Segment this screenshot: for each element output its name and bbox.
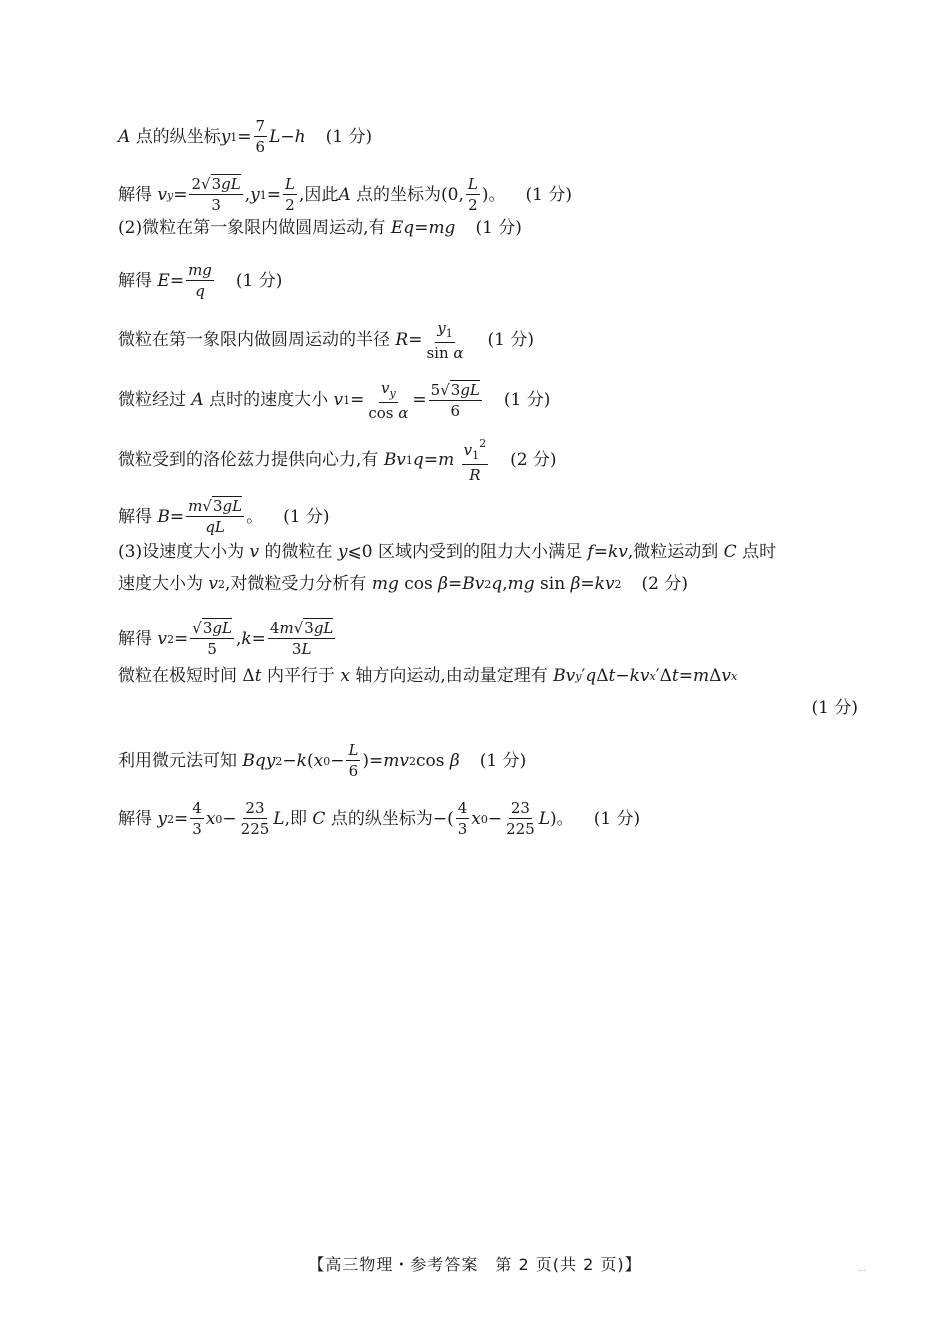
score-l13: (1 分) [811, 698, 858, 718]
line-solve-vy: 解得 v y = $\frac{2√3gL}{3}$ , y 1 = $\frac{L}{2}$ ,因此 A 点的坐标为(0, $\frac{L}{2}$ )。 (1 分) [118, 175, 572, 215]
text-l12b: 内平行于 [266, 666, 335, 686]
line-solve-v2-k: 解得 v 2 = $\frac{√3gL}{5}$ , k = $\frac{4m√3gL}{3L}$ [118, 619, 334, 659]
fraction-mg-q: $\frac{mg}{q}$ [188, 261, 212, 301]
line-a-coordinate: A 点的纵坐标 y 1 = $\frac{7}{6}$ L − h (1 分) [118, 117, 373, 157]
text-l9b: 的微粒在 [264, 542, 333, 562]
line-solve-y2: 解得 y 2 = $\frac{4}{3}$ x 0 − $\frac{23}{225}$ L ,即 C 点的纵坐标为 −( $\frac{4}{3}$ x 0 − $\frac{23}{225}$ L )。 (1 分) [118, 799, 641, 839]
fraction-l-2b: $\frac{L}{2}$ [467, 175, 478, 215]
fraction-v1: $\frac{v_y}{\text{cos α}}$ [368, 379, 409, 422]
text-l11a: 解得 [118, 628, 152, 649]
text-l4a: 解得 [118, 270, 152, 291]
fraction-7-6: $\frac{7}{6}$ [255, 117, 266, 157]
fraction-v1-value: $\frac{5√3gL}{6}$ [430, 380, 480, 420]
text-l7a: 微粒受到的洛伦兹力提供向心力,有 [118, 450, 379, 471]
text-l2c: 点的坐标为(0, [356, 184, 464, 205]
text-l5a: 微粒在第一象限内做圆周运动的半径 [118, 330, 390, 351]
line-part2-circular: (2)微粒在第一象限内做圆周运动,有 Eq = mg (1 分) [118, 218, 522, 238]
corner-mark: ... [858, 1264, 866, 1273]
score-l8: (1 分) [283, 506, 330, 527]
text-l6a: 微粒经过 [118, 390, 186, 411]
fraction-b: $\frac{m√3gL}{qL}$ [188, 497, 243, 537]
text-l2d: )。 [481, 184, 506, 205]
score-l6: (1 分) [503, 390, 551, 411]
text-l8a: 解得 [118, 506, 152, 527]
page-footer: 【高三物理・参考答案 第 2 页(共 2 页)】 [308, 1255, 642, 1274]
line-speed-v1: 微粒经过 A 点时的速度大小 v 1 = $\frac{v_y}{\text{cos α}}$ = $\frac{5√3gL}{6}$ (1 分) [118, 379, 551, 422]
text-l15b: ,即 [284, 808, 307, 829]
fraction-4-3b: $\frac{4}{3}$ [457, 799, 468, 839]
score-l7: (2 分) [510, 450, 557, 471]
text-l15c: 点的纵坐标为 [330, 808, 433, 829]
text-l15a: 解得 [118, 808, 152, 829]
line-solve-e: 解得 E = $\frac{mg}{q}$ (1 分) [118, 261, 283, 301]
score-l1: (1 分) [325, 126, 373, 147]
line-force-analysis: 速度大小为 v 2 ,对微粒受力分析有 mg cos β = Bv 2 q , mg sin β = kv 2 (2 分) [118, 574, 689, 594]
text-l10a: 速度大小为 [118, 574, 203, 594]
score-l2: (1 分) [525, 184, 572, 205]
text-l8d: 。 [246, 506, 264, 527]
fraction-centripetal: $\frac{v_1^2}{R}$ [463, 437, 487, 484]
text-l2a: 解得 [118, 184, 152, 205]
text-l9a: (3)设速度大小为 [118, 542, 245, 562]
text-l12c: 轴方向运动,由动量定理有 [355, 666, 548, 686]
line-radius: 微粒在第一象限内做圆周运动的半径 R = $\frac{y_1}{\text{sin α}}$ (1 分) [118, 319, 535, 362]
line-micro-element: 利用微元法可知 Bqy 2 − k ( x 0 − $\frac{L}{6}$ )= mv 2 cos β (1 分) [118, 741, 527, 781]
fraction-4-3: $\frac{4}{3}$ [192, 799, 202, 839]
fraction-k: $\frac{4m√3gL}{3L}$ [269, 619, 334, 659]
line-lorentz: 微粒受到的洛伦兹力提供向心力,有 Bv 1 q = m $\frac{v_1^2}{R}$ (2 分) [118, 437, 557, 484]
fraction-23-225b: $\frac{23}{225}$ [506, 799, 535, 839]
text-l9f: 点时 [742, 542, 777, 562]
fraction-23-225: $\frac{23}{225}$ [240, 799, 270, 839]
text-l6b: 点时的速度大小 [209, 390, 329, 411]
score-l14: (1 分) [479, 750, 527, 771]
fraction-vy: $\frac{2√3gL}{3}$ [191, 175, 241, 215]
text-l12a: 微粒在极短时间 [118, 666, 237, 686]
text-l10b: ,对微粒受力分析有 [225, 574, 367, 594]
text-l1a: 点的纵坐标 [135, 126, 221, 147]
score-l10: (2 分) [641, 574, 689, 594]
fraction-v2: $\frac{√3gL}{5}$ [192, 619, 232, 659]
text-l9c: 区域内受到的阻力大小满足 [378, 542, 582, 562]
line-solve-b: 解得 B = $\frac{m√3gL}{qL}$ 。 (1 分) [118, 497, 330, 537]
score-l5: (1 分) [487, 330, 535, 351]
fraction-radius: $\frac{y_1}{\text{sin α}}$ [426, 319, 464, 362]
line-score-right [118, 700, 858, 717]
text-l2b: ,因此 [298, 184, 339, 205]
line-momentum-theorem: 微粒在极短时间 Δ t 内平行于 x 轴方向运动,由动量定理有 Bv y ′ q Δ t − kv x ′Δ t = m Δ v x [118, 666, 738, 686]
text-l9d: ,微粒运动到 [627, 542, 719, 562]
fraction-l-6: $\frac{L}{6}$ [348, 741, 359, 781]
score-l15: (1 分) [593, 808, 641, 829]
fraction-l-2: $\frac{L}{2}$ [284, 175, 295, 215]
score-l4: (1 分) [235, 270, 283, 291]
line-part3-setup: (3)设速度大小为 v 的微粒在 y ⩽0 区域内受到的阻力大小满足 f = kv ,微粒运动到 C 点时 [118, 542, 777, 562]
text-l3a: (2)微粒在第一象限内做圆周运动,有 [118, 218, 386, 238]
score-l3: (1 分) [475, 218, 522, 238]
text-l14a: 利用微元法可知 [118, 750, 237, 771]
